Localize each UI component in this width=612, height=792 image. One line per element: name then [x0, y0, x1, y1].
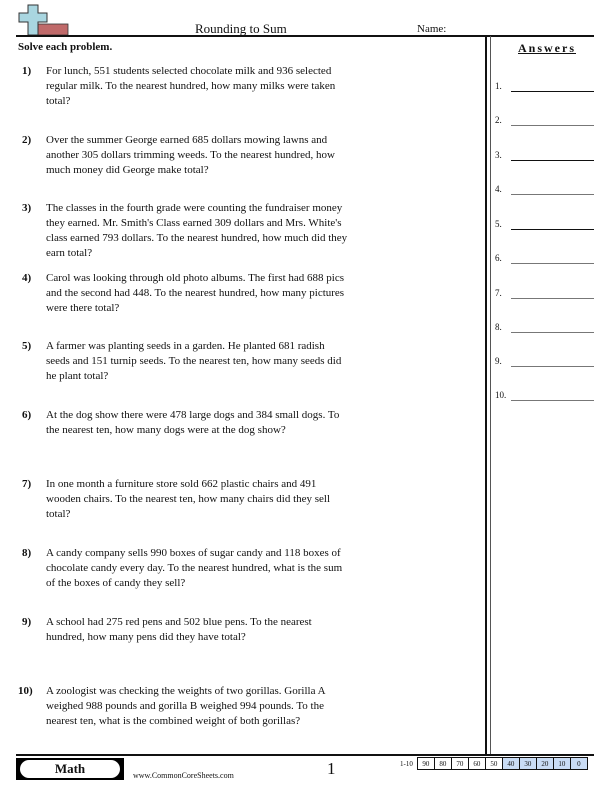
problem-number: 5)	[22, 340, 32, 352]
problem-number: 4)	[22, 272, 32, 284]
answer-blank[interactable]	[511, 263, 594, 264]
answer-label: 3.	[495, 150, 502, 160]
score-cell: 30	[519, 758, 536, 770]
answer-column-divider	[485, 36, 488, 754]
score-table	[398, 757, 588, 770]
problem-number: 6)	[22, 409, 32, 421]
problem-number: 2)	[22, 134, 32, 146]
logo-icon	[16, 4, 70, 36]
score-cell: 50	[485, 758, 502, 770]
problem-number: 9)	[22, 616, 32, 628]
answer-label: 9.	[495, 356, 502, 366]
answer-blank[interactable]	[511, 125, 594, 126]
score-range: 1-10	[400, 759, 413, 768]
answer-blank[interactable]	[511, 400, 594, 401]
answer-label: 2.	[495, 115, 502, 125]
problem-text: A candy company sells 990 boxes of sugar candy and 118 boxes of chocolate candy every day. To the nearest hundred, what is the sum of the boxes of candy they sell?	[46, 547, 343, 589]
score-cell: 90	[417, 758, 434, 770]
problem-text: A farmer was planting seeds in a garden. He planted 681 radish seeds and 151 turnip seeds. To the nearest ten, how many seeds did he plant total?	[46, 340, 342, 382]
score-cell: 20	[536, 758, 553, 770]
subject-badge: Math	[20, 760, 120, 778]
instructions: Solve each problem.	[18, 41, 113, 53]
score-cell: 40	[502, 758, 519, 770]
answer-label: 10.	[495, 390, 507, 400]
problem-number: 3)	[22, 202, 32, 214]
problem-text: The classes in the fourth grade were counting the fundraiser money they earned. Mr. Smith's Class earned 309 dollars and Mrs. White's class earned 793 dollars. To the nearest hundred, how much did they earn total?	[46, 202, 348, 259]
answer-column-divider-inner	[490, 36, 492, 754]
problem-text: Over the summer George earned 685 dollars mowing lawns and another 305 dollars trimming weeds. To the nearest hundred, how much money did George make total?	[46, 134, 335, 176]
problem-text: Carol was looking through old photo albums. The first had 688 pics and the second had 448. To the nearest hundred, how many pictures were there total?	[46, 272, 345, 314]
problem-number: 7)	[22, 478, 32, 490]
answer-blank[interactable]	[511, 91, 594, 92]
problem-number: 10)	[18, 685, 33, 697]
answer-label: 1.	[495, 81, 502, 91]
worksheet-title: Rounding to Sum	[195, 21, 287, 36]
answer-label: 7.	[495, 288, 502, 298]
answer-blank[interactable]	[511, 298, 594, 299]
problem-text: For lunch, 551 students selected chocolate milk and 936 selected regular milk. To the nearest hundred, how many milks were taken total?	[46, 65, 336, 107]
answer-blank[interactable]	[511, 366, 594, 367]
website-link[interactable]: www.CommonCoreSheets.com	[133, 771, 234, 780]
page-number: 1	[327, 759, 336, 778]
problem-text: At the dog show there were 478 large dogs and 384 small dogs. To the nearest ten, how many dogs were at the dog show?	[46, 409, 340, 436]
answer-label: 6.	[495, 253, 502, 263]
answer-blank[interactable]	[511, 160, 594, 161]
name-label: Name:	[417, 23, 447, 35]
score-cell: 60	[468, 758, 485, 770]
problem-number: 1)	[22, 65, 32, 77]
score-cell: 10	[553, 758, 570, 770]
answer-label: 8.	[495, 322, 502, 332]
answers-heading: Answers	[518, 41, 576, 55]
answer-blank[interactable]	[511, 194, 594, 195]
score-cell: 0	[570, 758, 587, 770]
answer-blank[interactable]	[511, 332, 594, 333]
problem-text: In one month a furniture store sold 662 plastic chairs and 491 wooden chairs. To the nearest ten, how many chairs did they sell total?	[46, 478, 331, 520]
problem-text: A school had 275 red pens and 502 blue pens. To the nearest hundred, how many pens did they have total?	[46, 616, 312, 643]
score-cell: 80	[434, 758, 451, 770]
footer-divider	[16, 754, 594, 756]
problem-text: A zoologist was checking the weights of two gorillas. Gorilla A weighed 988 pounds and gorilla B weighed 994 pounds. To the nearest ten, what is the combined weight of both gorillas?	[46, 685, 325, 727]
problem-number: 8)	[22, 547, 32, 559]
header-divider	[16, 35, 594, 37]
answer-label: 5.	[495, 219, 502, 229]
answer-label: 4.	[495, 184, 502, 194]
score-cell: 70	[451, 758, 468, 770]
answer-blank[interactable]	[511, 229, 594, 230]
